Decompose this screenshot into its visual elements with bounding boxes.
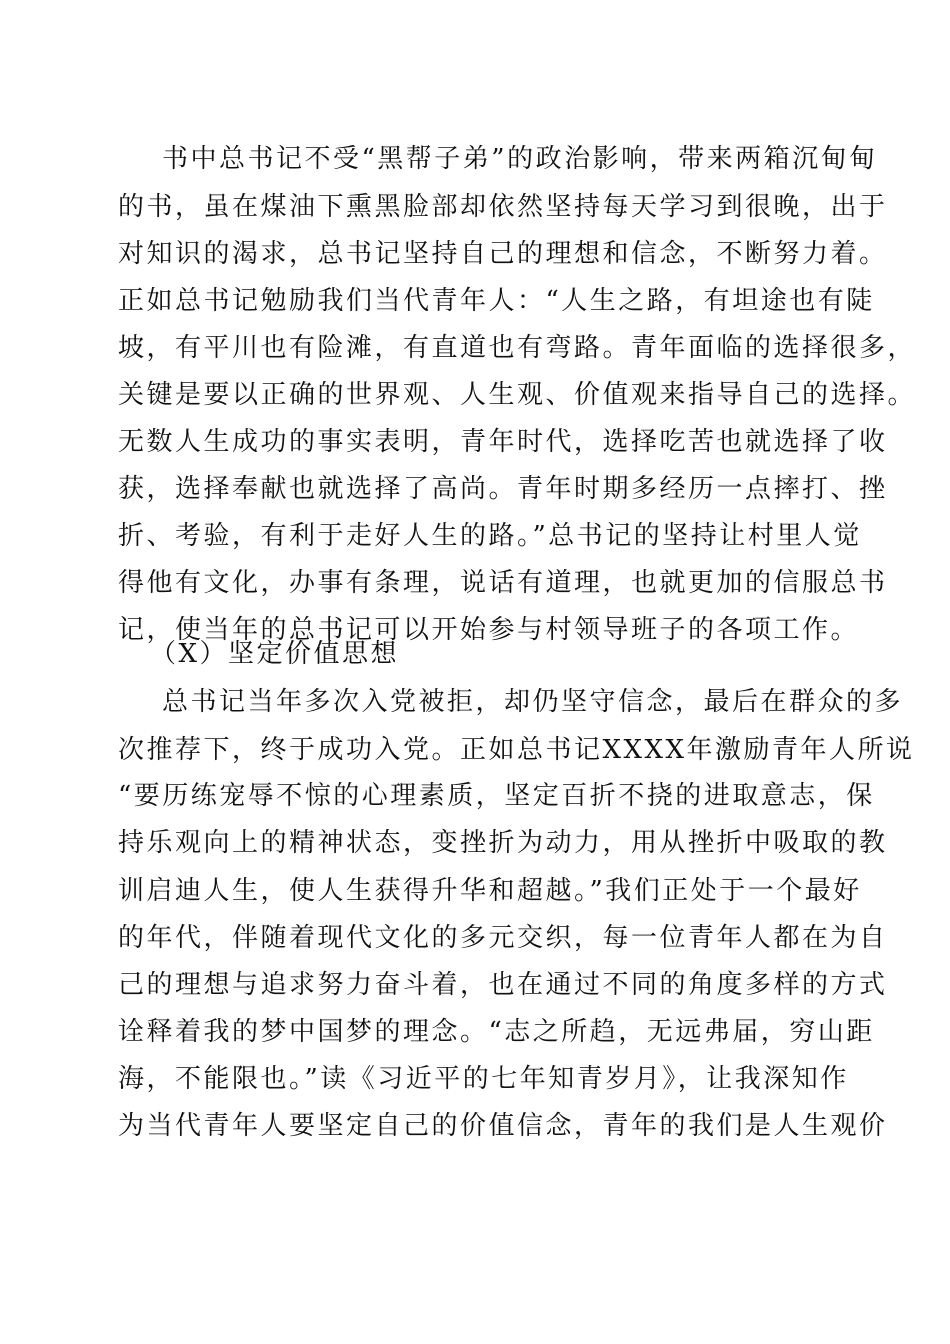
paragraph-2-line-9: 海，不能限也。”读《习近平的七年知青岁月》，让我深知作 [118, 1064, 849, 1094]
paragraph-1-line-5: 坡，有平川也有险滩，有直道也有弯路。青年面临的选择很多， [118, 333, 917, 363]
paragraph-2-line-7: 己的理想与追求努力奋斗着，也在通过不同的角度多样的方式 [118, 970, 888, 1000]
paragraph-2-line-2: 次推荐下，终于成功入党。正如总书记XXXX年激励青年人所说 [118, 735, 915, 765]
paragraph-2-line-3: “要历练宠辱不惊的心理素质，坚定百折不挠的进取意志，保 [118, 781, 875, 811]
paragraph-1-line-9: 折、考验，有利于走好人生的路。”总书记的坚持让村里人觉 [118, 521, 862, 551]
paragraph-1-line-11: 记，使当年的总书记可以开始参与村领导班子的各项工作。 [118, 615, 860, 645]
paragraph-1-line-3: 对知识的渴求，总书记坚持自己的理想和信念，不断努力着。 [118, 239, 888, 269]
paragraph-1-line-10: 得他有文化，办事有条理，说话有道理，也就更加的信服总书 [118, 568, 888, 598]
paragraph-1-line-4: 正如总书记勉励我们当代青年人：“人生之路，有坦途也有陡 [118, 286, 875, 316]
section-heading: （X）坚定价值思想 [150, 639, 400, 669]
paragraph-2-line-4: 持乐观向上的精神状态，变挫折为动力，用从挫折中吸取的教 [118, 828, 888, 858]
paragraph-2-line-5: 训启迪人生，使人生获得升华和超越。”我们正处于一个最好 [118, 876, 862, 906]
paragraph-2-line-8: 诠释着我的梦中国梦的理念。“志之所趋，无远弗届，穷山距 [118, 1017, 875, 1047]
paragraph-2-line-1: 总书记当年多次入党被拒，却仍坚守信念，最后在群众的多 [162, 687, 904, 717]
paragraph-1-line-2: 的书，虽在煤油下熏黑脸部却依然坚持每天学习到很晚，出于 [118, 192, 888, 222]
paragraph-1-line-6: 关键是要以正确的世界观、人生观、价值观来指导自己的选择。 [118, 380, 917, 410]
paragraph-2-line-6: 的年代，伴随着现代文化的多元交织，每一位青年人都在为自 [118, 923, 888, 953]
paragraph-1-line-8: 获，选择奉献也就选择了高尚。青年时期多经历一点摔打、挫 [118, 474, 888, 504]
paragraph-2-line-10: 为当代青年人要坚定自己的价值信念，青年的我们是人生观价 [118, 1111, 888, 1141]
paragraph-1-line-1: 书中总书记不受“黑帮子弟”的政治影响，带来两箱沉甸甸 [162, 144, 878, 174]
paragraph-1-line-7: 无数人生成功的事实表明，青年时代，选择吃苦也就选择了收 [118, 427, 888, 457]
